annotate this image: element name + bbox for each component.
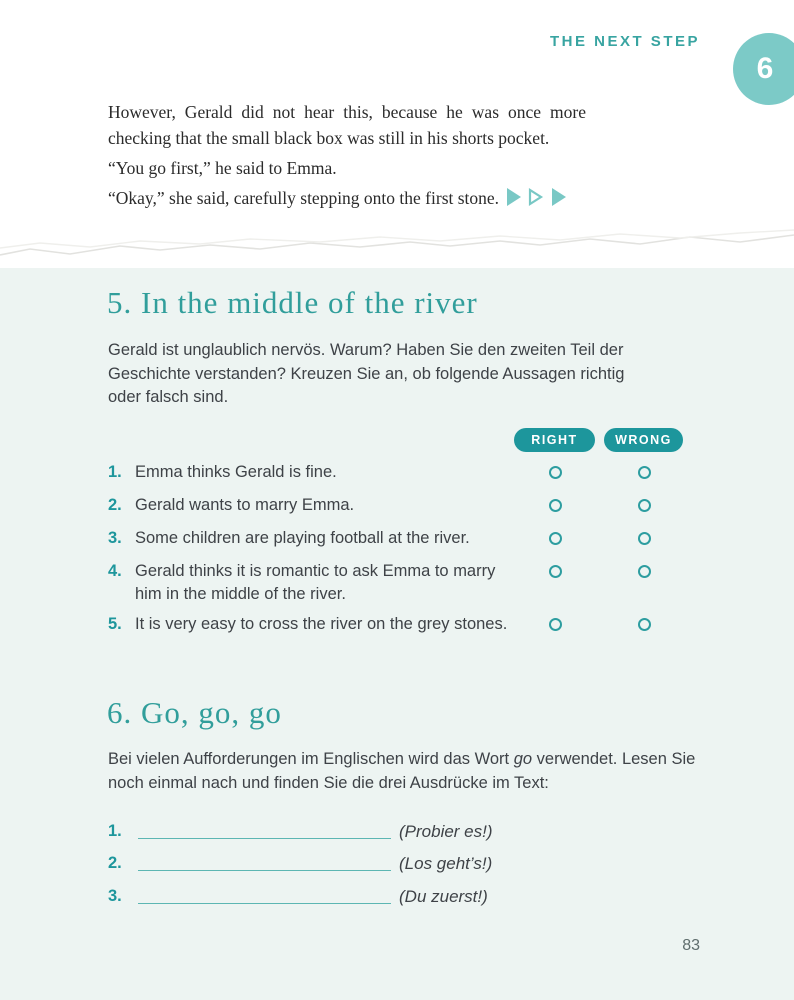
answer-blank-line[interactable] [138,854,391,871]
wrong-option-circle[interactable] [638,532,651,545]
story-text [108,99,586,214]
fill-in-row [108,854,588,876]
exercise-6-title: 6. Go, go, go [107,695,282,730]
statement-row [108,560,508,606]
statement-number: 5. [108,615,122,633]
answer-blank-line[interactable] [138,887,391,904]
page-number: 83 [682,937,700,954]
right-option-circle[interactable] [549,532,562,545]
wrong-option-circle[interactable] [638,565,651,578]
blank-number: 3. [108,887,122,905]
running-header: THE NEXT STEP [549,33,700,50]
blank-hint: (Probier es!) [399,822,493,841]
chapter-number-badge [733,33,794,105]
right-option-circle[interactable] [549,499,562,512]
chapter-number: 6 [756,52,774,85]
statement-number: 2. [108,496,122,514]
exercise-5-instructions: Gerald ist unglaublich nervös. Warum? Haben Sie den zweiten Teil der Geschichte verstanden? Kreuzen Sie an, ob folgende Aussagen richtig oder falsch sind. [108,341,625,406]
statement-text: Some children are playing football at the river. [135,529,470,547]
statement-row [108,494,508,517]
statement-row [108,527,508,550]
statement-number: 3. [108,529,122,547]
wrong-option-circle[interactable] [638,499,651,512]
column-header-wrong: WRONG [604,428,683,452]
blank-hint: (Du zuerst!) [399,887,488,906]
wrong-option-circle[interactable] [638,618,651,631]
right-option-circle[interactable] [549,618,562,631]
statement-text: Gerald wants to marry Emma. [135,496,355,514]
fill-in-row [108,822,588,844]
statement-number: 4. [108,562,122,580]
right-option-circle[interactable] [549,466,562,479]
blank-number: 2. [108,854,122,872]
right-option-circle[interactable] [549,565,562,578]
blank-number: 1. [108,822,122,840]
statement-text: Emma thinks Gerald is fine. [135,463,337,481]
fill-in-row [108,887,588,909]
italic-word: go [513,750,533,768]
exercise-6-instructions: Bei vielen Aufforderungen im Englischen wird das Wort go verwendet. Lesen Sie noch einmal nach und finden Sie die drei Ausdrücke im Text: [108,750,696,792]
torn-paper-edge [0,215,794,270]
play-triangles-icon [506,187,568,214]
statement-row [108,461,508,484]
statement-row [108,613,508,636]
column-header-right: RIGHT [514,428,595,452]
story-paragraph: “Okay,” she said, carefully stepping onto the first stone. [108,185,586,214]
story-paragraph: However, Gerald did not hear this, because he was once more checking that the small black box was still in his shorts pocket. [108,102,586,148]
exercise-5-title: 5. In the middle of the river [107,285,478,320]
story-paragraph: “You go first,” he said to Emma. [108,158,337,178]
statement-number: 1. [108,463,122,481]
answer-blank-line[interactable] [138,822,391,839]
wrong-option-circle[interactable] [638,466,651,479]
statement-text: Gerald thinks it is romantic to ask Emma to marry him in the middle of the river. [135,562,496,603]
blank-hint: (Los geht’s!) [399,854,493,873]
statement-text: It is very easy to cross the river on the grey stones. [135,615,508,633]
